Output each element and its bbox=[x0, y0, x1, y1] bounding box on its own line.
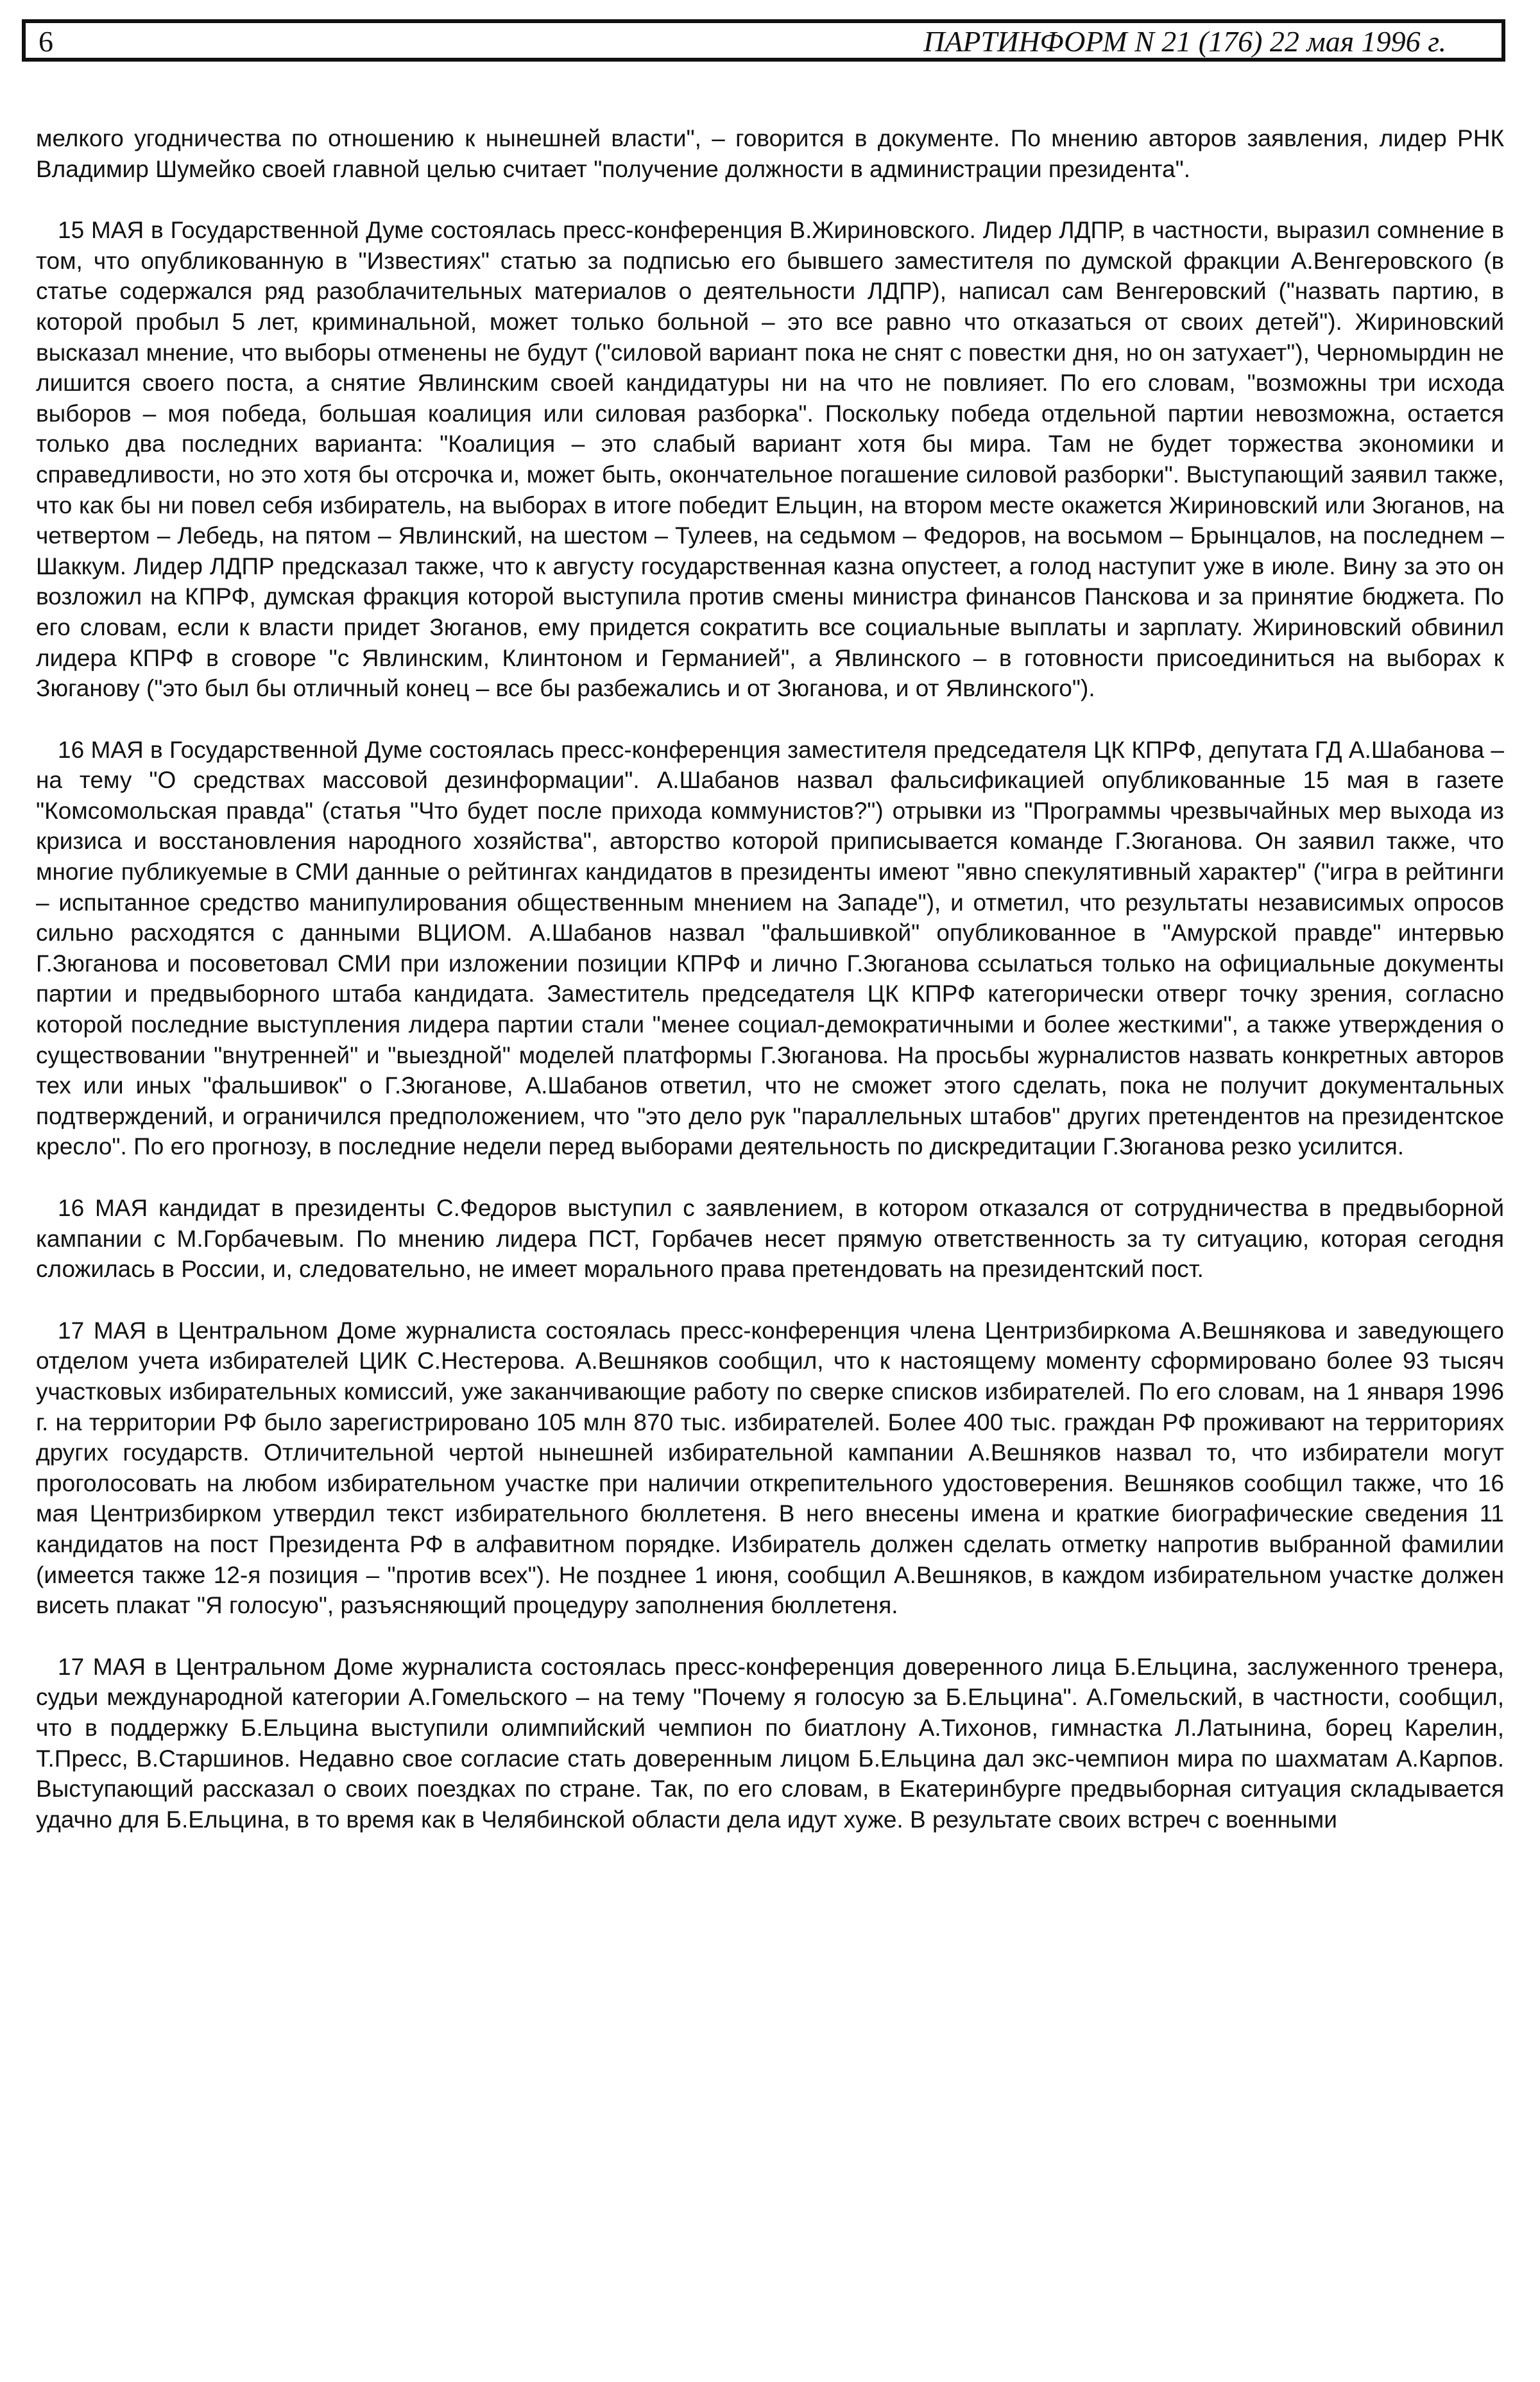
paragraph-veshnyakov-press-conference: 17 МАЯ в Центральном Доме журналиста состоялась пресс-конференция члена Центризбиркома А.Вешнякова и заведующего отделом учета избирателей ЦИК С.Нестерова. А.Вешняков сообщил, что к настоящему моменту сформировано более 93 тысяч участковых избирательных комиссий, уже заканчивающие работу по сверке списков избирателей. По его словам, на 1 января 1996 г. на территории РФ было зарегистрировано 105 млн 870 тыс. избирателей. Более 400 тыс. граждан РФ проживают на территориях других государств. Отличительной чертой нынешней избирательной кампании А.Вешняков назвал то, что избиратели могут проголосовать на любом избирательном участке при наличии открепительного удостоверения. Вешняков сообщил также, что 16 мая Центризбирком утвердил текст избирательного бюллетеня. В него внесены имена и краткие биографические сведения 11 кандидатов на пост Президента РФ в алфавитном порядке. Избиратель должен сделать отметку напротив выбранной фамилии (имеется также 12-я позиция – "против всех"). Не позднее 1 июня, сообщил А.Вешняков, в каждом избирательном участке должен висеть плакат "Я голосую", разъясняющий процедуру заполнения бюллетеня. bbox=[36, 1317, 1504, 1619]
paragraph-gomelsky-press-conference: 17 МАЯ в Центральном Доме журналиста состоялась пресс-конференция доверенного лица Б.Ельцина, заслуженного тренера, судьи международной категории А.Гомельского – на тему "Почему я голосую за Б.Ельцина". А.Гомельский, в частности, сообщил, что в поддержку Б.Ельцина выступили олимпийский чемпион по биатлону А.Тихонов, гимнастка Л.Латынина, борец Карелин, Т.Пресс, В.Старшинов. Недавно свое согласие стать доверенным лицом Б.Ельцина дал экс-чемпион мира по шахматам А.Карпов. Выступающий рассказал о своих поездках по стране. Так, по его словам, в Екатеринбурге предвыборная ситуация складывается удачно для Б.Ельцина, в то время как в Челябинской области дела идут хуже. В результате своих встреч с военными bbox=[36, 1653, 1504, 1833]
paragraph-continuation: мелкого угодничества по отношению к нынешней власти", – говорится в документе. По мнению авторов заявления, лидер РНК Владимир Шумейко своей главной целью считает "получение должности в администрации президента". bbox=[36, 125, 1504, 182]
paragraph-fedorov-statement: 16 МАЯ кандидат в президенты С.Федоров выступил с заявлением, в котором отказался от сотрудничества в предвыборной кампании с М.Горбачевым. По мнению лидера ПСТ, Горбачев несет прямую ответственность за ту ситуацию, которая сегодня сложилась в России, и, следовательно, не имеет морального права претендовать на президентский пост. bbox=[36, 1195, 1504, 1283]
running-title: ПАРТИНФОРМ N 21 (176) 22 мая 1996 г. bbox=[923, 25, 1446, 58]
page-header bbox=[22, 19, 1505, 62]
article-body bbox=[36, 123, 1504, 1835]
paragraph-shabanov-press-conference: 16 МАЯ в Государственной Думе состоялась пресс-конференция заместителя председателя ЦК КПРФ, депутата ГД А.Шабанова – на тему "О средствах массовой дезинформации". А.Шабанов назвал фальсификацией опубликованные 15 мая в газете "Комсомольская правда" (статья "Что будет после прихода коммунистов?") отрывки из "Программы чрезвычайных мер выхода из кризиса и восстановления народного хозяйства", авторство которой приписывается команде Г.Зюганова. Он заявил также, что многие публикуемые в СМИ данные о рейтингах кандидатов в президенты имеют "явно спекулятивный характер" ("игра в рейтинги – испытанное средство манипулирования общественным мнением на Западе"), и отметил, что результаты независимых опросов сильно расходятся с данными ВЦИОМ. А.Шабанов назвал "фальшивкой" опубликованное в "Амурской правде" интервью Г.Зюганова и посоветовал СМИ при изложении позиции КПРФ и лично Г.Зюганова ссылаться только на официальные документы партии и предвыборного штаба кандидата. Заместитель председателя ЦК КПРФ категорически отверг точку зрения, согласно которой последние выступления лидера партии стали "менее социал-демократичными и более жесткими", а также утверждения о существовании "внутренней" и "выездной" моделей платформы Г.Зюганова. На просьбы журналистов назвать конкретных авторов тех или иных "фальшивок" о Г.Зюганове, А.Шабанов ответил, что не сможет этого сделать, пока не получит документальных подтверждений, и ограничился предположением, что "это дело рук "параллельных штабов" других претендентов на президентское кресло". По его прогнозу, в последние недели перед выборами деятельность по дискредитации Г.Зюганова резко усилится. bbox=[36, 736, 1504, 1160]
paragraph-zhirinovsky-press-conference: 15 МАЯ в Государственной Думе состоялась пресс-конференция В.Жириновского. Лидер ЛДПР, в частности, выразил сомнение в том, что опубликованную в "Известиях" статью за подписью его бывшего заместителя по думской фракции А.Венгеровского (в статье содержался ряд разоблачительных материалов о деятельности ЛДПР), написал сам Венгеровский ("назвать партию, в которой пробыл 5 лет, криминальной, может только больной – это все равно что отказаться от своих детей"). Жириновский высказал мнение, что выборы отменены не будут ("силовой вариант пока не снят с повестки дня, но он затухает"), Черномырдин не лишится своего поста, а снятие Явлинским своей кандидатуры ни на что не повлияет. По его словам, "возможны три исхода выборов – моя победа, большая коалиция или силовая разборка". Поскольку победа отдельной партии невозможна, остается только два последних варианта: "Коалиция – это слабый вариант хотя бы мира. Там не будет торжества экономики и справедливости, но это хотя бы отсрочка и, может быть, окончательное погашение силовой разборки". Выступающий заявил также, что как бы ни повел себя избиратель, на выборах в итоге победит Ельцин, на втором месте окажется Жириновский или Зюганов, на четвертом – Лебедь, на пятом – Явлинский, на шестом – Тулеев, на седьмом – Федоров, на восьмом – Брынцалов, на последнем – Шаккум. Лидер ЛДПР предсказал также, что к августу государственная казна опустеет, а голод наступит уже в июле. Вину за это он возложил на КПРФ, думская фракция которой выступила против смены министра финансов Панскова и за принятие бюджета. По его словам, если к власти придет Зюганов, ему придется сократить все социальные выплаты и зарплату. Жириновский обвинил лидера КПРФ в сговоре "с Явлинским, Клинтоном и Германией", а Явлинского – в готовности присоединиться на выборах к Зюганову ("это был бы отличный конец – все бы разбежались и от Зюганова, и от Явлинского"). bbox=[36, 217, 1504, 702]
page-number: 6 bbox=[38, 25, 53, 58]
